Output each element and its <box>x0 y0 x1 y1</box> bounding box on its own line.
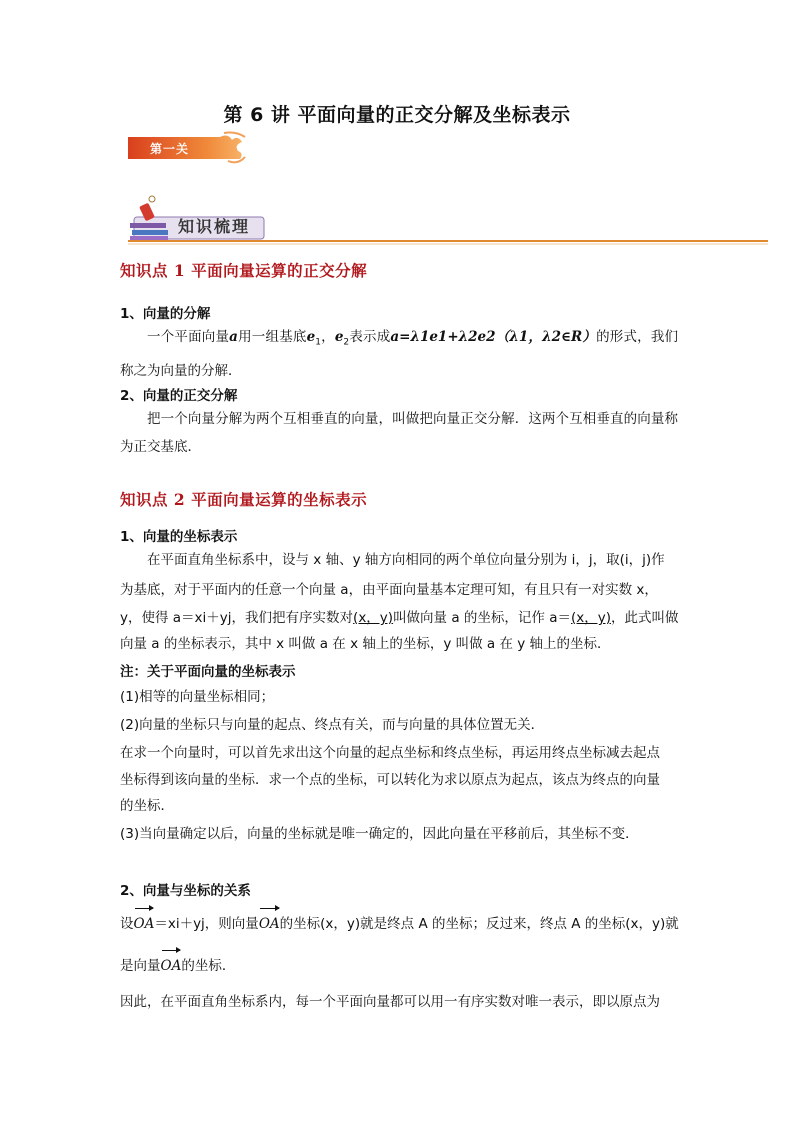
kp1-s1-a-var: a <box>229 329 238 345</box>
kp1-s1-paragraph: 一个平面向量a用一组基底$e_1$，$e_2$表示成a=λ1e1+λ2e2（λ1，λ2∈R）的形式，我们称之为向量的分解． <box>120 329 679 379</box>
kp2-r1b: ＝xi＋yj，则向量 <box>154 916 259 932</box>
section-banner <box>128 193 768 249</box>
kp2-note2: (2)向量的坐标只与向量的起点、终点有关，而与向量的具体位置无关． <box>120 717 545 733</box>
kp2-note-title: 注：关于平面向量的坐标表示 <box>120 664 296 680</box>
kp2-r1c: 的坐标(x，y)就是终点 A 的坐标；反过来，终点 A 的坐标(x，y)就 <box>279 916 679 932</box>
kp2-p1-line1: 在平面直角坐标系中，设与 x 轴、y 轴方向相同的两个单位向量分别为 i，j，取(i，j)作 <box>147 552 665 568</box>
vector-oa-3: OA <box>161 952 182 980</box>
kp2-p1-line3c: ，此式叫做 <box>611 610 679 626</box>
kp2-p1-line3b: 叫做向量 a 的坐标，记作 a＝ <box>393 610 571 626</box>
kp1-s1-c: 表示成 <box>349 329 391 345</box>
kp2-relation-line1 <box>120 910 680 938</box>
kp2-p1-pair: (x，y) <box>353 610 394 626</box>
kp1-s2-title: 2、向量的正交分解 <box>120 388 238 404</box>
kp2-note2-line1: 在求一个向量时，可以首先求出这个向量的起点坐标和终点坐标，再运用终点坐标减去起点 <box>120 745 660 761</box>
kp2-relation-line2 <box>120 952 680 980</box>
kp2-heading: 知识点 2 平面向量运算的坐标表示 <box>120 490 368 509</box>
kp2-r2b: 的坐标． <box>181 958 236 974</box>
kp2-p1-line2: 为基底，对于平面内的任意一个向量 a，由平面向量基本定理可知，有且只有一对实数 x， <box>120 582 658 598</box>
kp1-s1-formula: a=λ1e1+λ2e2（λ1，λ2∈R） <box>390 329 597 345</box>
kp2-p1-line4: 向量 a 的坐标表示，其中 x 叫做 a 在 x 轴上的坐标，y 叫做 a 在 y 轴上的坐标． <box>120 636 611 652</box>
kp2-s2-title: 2、向量与坐标的关系 <box>120 883 251 899</box>
kp2-r1a: 设 <box>120 916 134 932</box>
kp2-note2-line2: 坐标得到该向量的坐标．求一个点的坐标，可以转化为求以原点为起点，该点为终点的向量 <box>120 772 660 788</box>
kp2-s1-title: 1、向量的坐标表示 <box>120 529 238 545</box>
kp2-note3: (3)当向量确定以后，向量的坐标就是唯一确定的，因此向量在平移前后，其坐标不变． <box>120 826 639 842</box>
kp1-heading: 知识点 1 平面向量运算的正交分解 <box>120 261 368 280</box>
level-banner <box>128 131 246 165</box>
kp2-r2a: 是向量 <box>120 958 161 974</box>
kp2-p1-line3a: y，使得 a＝xi＋yj，我们把有序实数对 <box>120 610 354 626</box>
section-banner-label: 知识梳理 <box>178 217 251 236</box>
kp2-p1-pair-2: (x，y) <box>570 610 611 626</box>
level-banner-label: 第一关 <box>150 142 190 156</box>
kp2-p1-line3 <box>120 604 680 632</box>
vector-oa-2: OA <box>259 910 280 938</box>
kp2-note1: (1)相等的向量坐标相同； <box>120 689 275 705</box>
kp2-note2-line3: 的坐标． <box>120 798 174 814</box>
kp1-s1-title: 1、向量的分解 <box>120 306 211 322</box>
kp1-s1-a: 一个平面向量 <box>147 329 230 345</box>
kp1-s1-b: 用一组基底 <box>237 329 307 345</box>
kp2-relation-line3: 因此，在平面直角坐标系内，每一个平面向量都可以用一有序实数对唯一表示，即以原点为 <box>120 994 660 1010</box>
kp1-s1-d: 的形式，我们称之为向量的分解． <box>120 329 679 379</box>
kp1-s2-text: 把一个向量分解为两个互相垂直的向量，叫做把向量正交分解．这两个互相垂直的向量称为正交基底． <box>120 411 678 455</box>
page-title: 第 6 讲 平面向量的正交分解及坐标表示 <box>223 104 571 126</box>
vector-oa: OA <box>134 910 155 938</box>
